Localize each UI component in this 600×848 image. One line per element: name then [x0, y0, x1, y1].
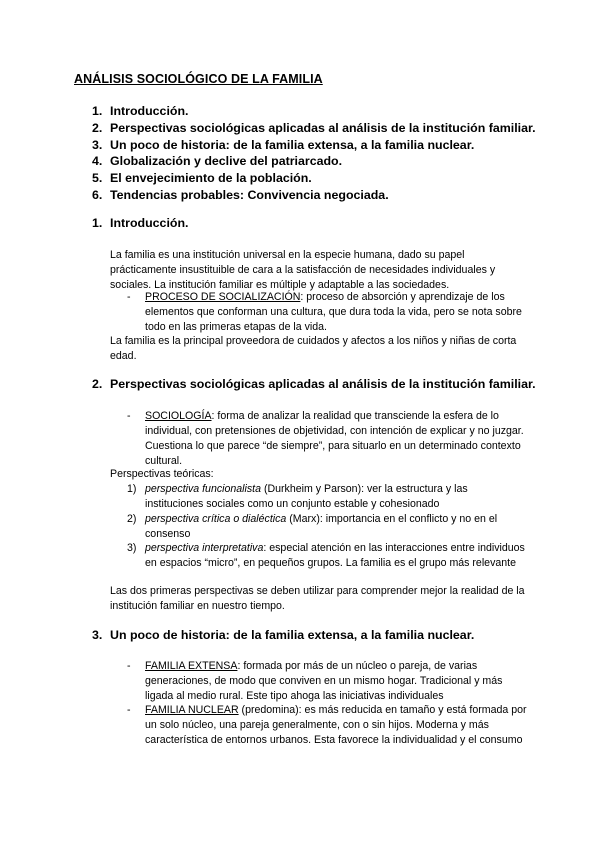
toc-item: [92, 170, 536, 187]
bullet-dash: -: [127, 704, 131, 716]
page-title: ANÁLISIS SOCIOLÓGICO DE LA FAMILIA: [74, 72, 323, 86]
term-definition: : forma de analizar la realidad que transciende la esfera de lo individual, con pretensiones de objetividad, con intención de explicar y no juzgar. Cuestiona lo que parece “de siempre”, para situarlo en un determinado contexto cultural.: [145, 410, 524, 467]
section-title: Introducción.: [110, 216, 189, 230]
term-definition: (predomina): es más reducida en tamaño y está formada por un solo núcleo, una pareja generalmente, con o sin hijos. Moderna y más característica de entornos urbanos. Esta favorece la individualidad y el consumo: [145, 704, 527, 746]
section-1-paragraph: La familia es una institución universal en la especie humana, dado su papel prácticamente insustituible de cara a la satisfacción de necesidades individuales y sociales. La institución familiar es múltiple y adaptable a las sociedades.: [110, 249, 496, 291]
term-definition: : formada por más de un núcleo o pareja, de varias generaciones, de modo que conviven en un mismo hogar. Tradicional y más ligada al medio rural. Este tipo ahoga las iniciativas individuales: [145, 660, 503, 702]
toc-text: Introducción.: [110, 104, 189, 118]
section-number: 1.: [92, 216, 103, 230]
term-description: (Marx): importancia en el conflicto y no en el consenso: [145, 513, 498, 540]
toc-number: 4.: [92, 154, 103, 169]
bullet-text: [145, 409, 527, 469]
section-3-heading: [92, 628, 474, 642]
section-2-heading: [92, 377, 536, 391]
term-italic: perspectiva interpretativa: [145, 542, 264, 554]
toc-number: 3.: [92, 137, 103, 152]
table-of-contents: [92, 103, 536, 204]
term-definition: : proceso de absorción y aprendizaje de los elementos que conforman una cultura, que dura toda la vida, pero se nota sobre todo en las primeras etapas de la vida.: [145, 291, 522, 333]
term-italic: perspectiva crítica o dialéctica: [145, 513, 287, 525]
perspective-item-3: [127, 541, 527, 571]
section-title: Un poco de historia: de la familia extensa, a la familia nuclear.: [110, 628, 475, 642]
bullet-familia-nuclear: [127, 703, 527, 748]
bullet-text: [145, 659, 527, 704]
section-number: 2.: [92, 377, 103, 391]
term-italic: perspectiva funcionalista: [145, 483, 262, 495]
perspective-item-2: [127, 512, 527, 542]
section-number: 3.: [92, 628, 103, 642]
toc-item: [92, 187, 536, 204]
toc-text: El envejecimiento de la población.: [110, 171, 312, 186]
term-underlined: SOCIOLOGÍA: [145, 410, 212, 422]
item-number: 1): [127, 483, 137, 495]
bullet-dash: -: [127, 410, 131, 422]
bullet-dash: -: [127, 660, 131, 672]
bullet-familia-extensa: [127, 659, 527, 704]
section-title: Perspectivas sociológicas aplicadas al análisis de la institución familiar.: [110, 377, 536, 391]
section-1-paragraph-2: La familia es la principal proveedora de cuidados y afectos a los niños y niñas de corta edad.: [110, 335, 517, 362]
term-underlined: FAMILIA NUCLEAR: [145, 704, 239, 716]
item-text: [145, 541, 527, 571]
toc-item: [92, 137, 536, 154]
bullet-socializacion: [127, 290, 527, 335]
item-text: [145, 512, 527, 542]
toc-item: [92, 120, 536, 137]
section-1-heading: [92, 216, 188, 230]
toc-number: 1.: [92, 104, 103, 118]
perspective-item-1: [127, 482, 527, 512]
toc-item: [92, 153, 536, 170]
toc-item: [92, 103, 536, 120]
toc-number: 2.: [92, 120, 103, 135]
toc-text: Tendencias probables: Convivencia negociada.: [110, 187, 389, 202]
item-text: [145, 482, 527, 512]
bullet-dash: -: [127, 291, 131, 303]
section-2-closing: Las dos primeras perspectivas se deben utilizar para comprender mejor la realidad de la institución familiar en nuestro tiempo.: [110, 585, 525, 612]
term-description: (Durkheim y Parson): ver la estructura y las instituciones sociales como un conjunto estable y cohesionado: [145, 483, 468, 510]
perspectives-intro: Perspectivas teóricas:: [110, 468, 214, 480]
term-underlined: PROCESO DE SOCIALIZACIÓN: [145, 291, 301, 303]
term-underlined: FAMILIA EXTENSA: [145, 660, 238, 672]
toc-number: 6.: [92, 187, 103, 202]
item-number: 2): [127, 513, 137, 525]
bullet-text: [145, 703, 527, 748]
toc-text: Globalización y declive del patriarcado.: [110, 154, 343, 169]
toc-text: Un poco de historia: de la familia extensa, a la familia nuclear.: [110, 137, 475, 152]
toc-text: Perspectivas sociológicas aplicadas al análisis de la institución familiar.: [110, 120, 536, 135]
item-number: 3): [127, 542, 137, 554]
bullet-sociologia: [127, 409, 527, 469]
term-description: : especial atención en las interacciones entre individuos en espacios “micro”, en pequeños grupos. La familia es el grupo más relevante: [145, 542, 525, 569]
bullet-text: [145, 290, 527, 335]
toc-number: 5.: [92, 171, 103, 186]
